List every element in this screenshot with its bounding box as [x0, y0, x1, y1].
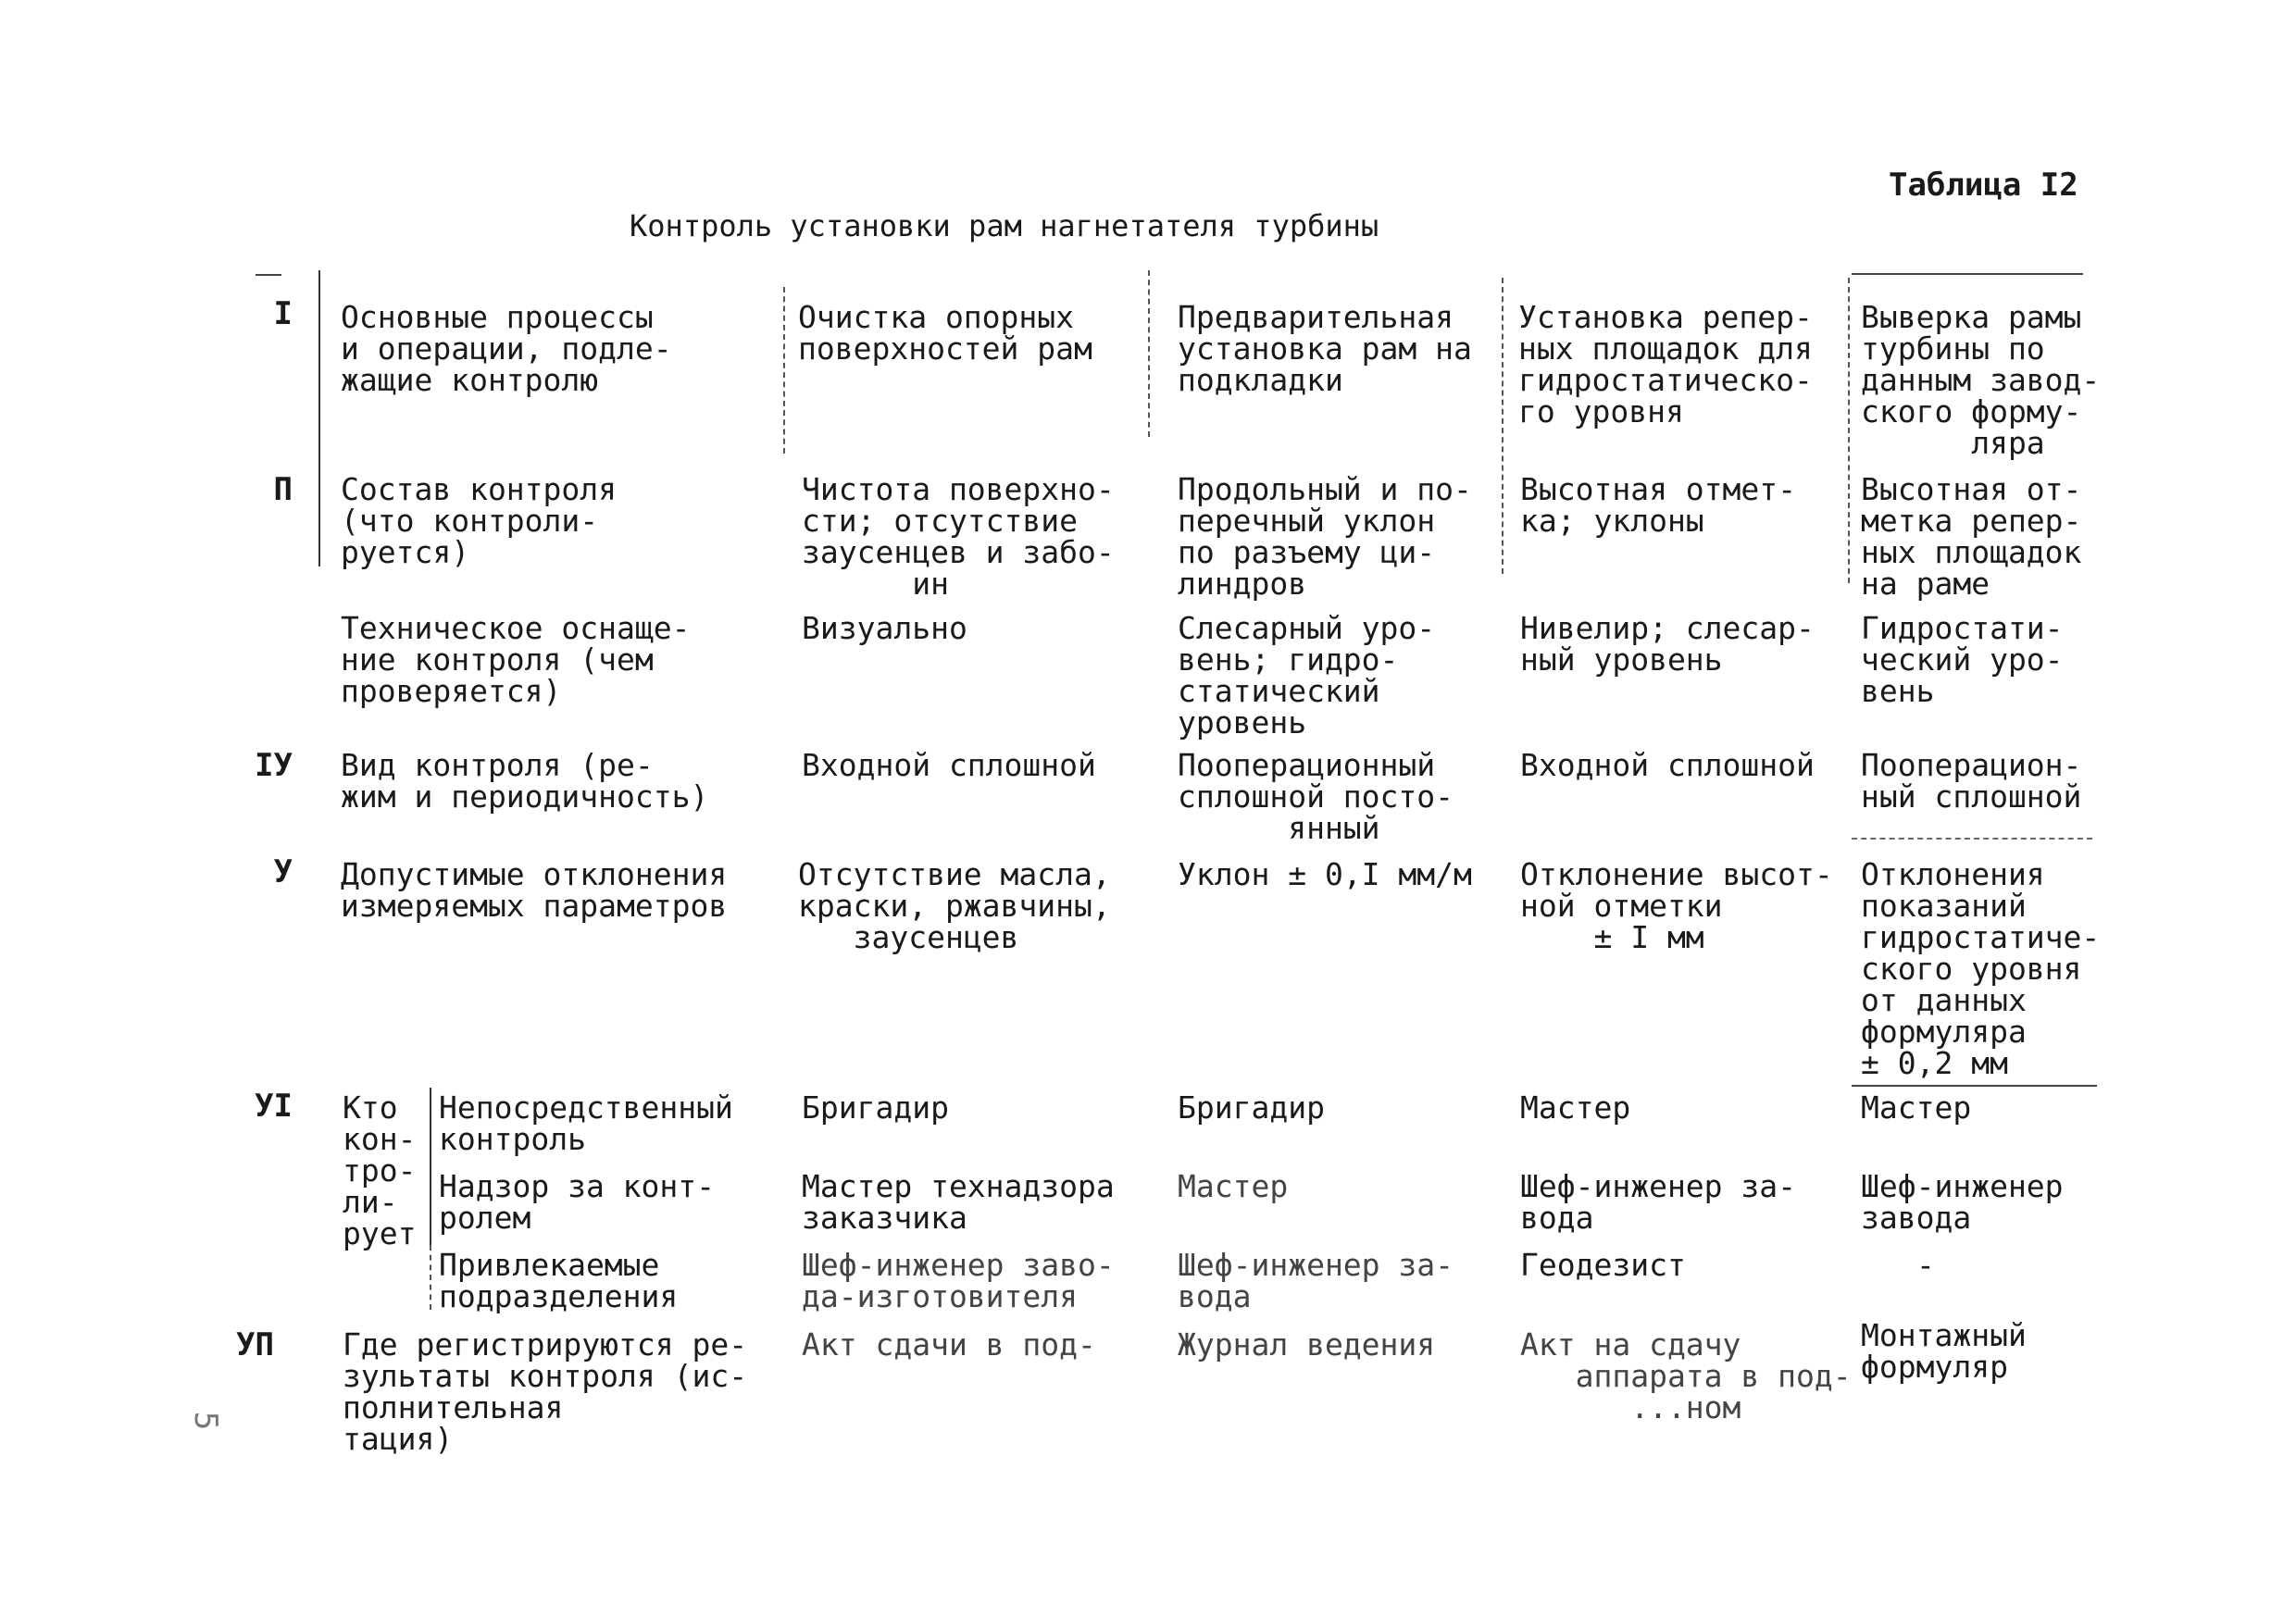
- row-VI-sub3-col1: Шеф-инженер заво- да-изготовителя: [802, 1247, 1115, 1314]
- row-VI-sub1-label: Непосредственный контроль: [439, 1089, 733, 1157]
- row-III-label: Техническое оснаще- ние контроля (чем проверяется): [341, 610, 691, 709]
- rule-col3: [1502, 278, 1504, 574]
- row-I-label: Основные процессы и операции, подле- жащие контролю: [341, 299, 672, 398]
- row-II-col3: Высотная отмет- ка; уклоны: [1520, 471, 1797, 539]
- row-VI-sub2-col1: Мастер технадзора заказчика: [802, 1168, 1115, 1236]
- row-VI-sub1-col3: Мастер: [1520, 1089, 1631, 1126]
- rule-top-right: [1852, 273, 2083, 275]
- rule-who-inner2: [430, 1245, 431, 1310]
- row-II-col2: Продольный и по- перечный уклон по разъему ци- линдров: [1178, 471, 1472, 602]
- row-VI-sub2-col4: Шеф-инженер завода: [1861, 1168, 2064, 1236]
- row-VII-col2: Журнал ведения: [1178, 1326, 1436, 1363]
- rule-who-inner: [430, 1088, 431, 1245]
- row-num-V: У: [273, 853, 293, 890]
- row-V-label: Допустимые отклонения измеряемых параметров: [341, 856, 728, 924]
- row-V-col4: Отклонения показаний гидростатиче- ского уровня от данных формуляра ± 0,2 мм: [1861, 856, 2101, 1081]
- row-VII-label: Где регистрируются ре- зультаты контроля (ис- полнительная тация): [343, 1326, 748, 1457]
- row-VI-label: Кто кон- тро- ли- рует: [343, 1089, 417, 1251]
- row-VII-col3: Акт на сдачу аппарата в под- ...ном: [1520, 1326, 1852, 1425]
- row-IV-label: Вид контроля (ре- жим и периодичность): [341, 747, 709, 815]
- row-VI-sub1-col2: Бригадир: [1178, 1089, 1325, 1126]
- row-II-col1: Чистота поверхно- сти; отсутствие заусенцев и забо- ин: [802, 471, 1115, 602]
- row-VII-col1: Акт сдачи в под-: [802, 1326, 1096, 1363]
- row-III-col1: Визуально: [802, 610, 967, 646]
- row-VI-sub3-col4: -: [1916, 1247, 1935, 1283]
- row-num-I: I: [273, 295, 293, 332]
- table-title: Контроль установки рам нагнетателя турбины: [630, 208, 1379, 243]
- row-V-col2: Уклон ± 0,I мм/м: [1178, 856, 1472, 892]
- row-III-col3: Нивелир; слесар- ный уровень: [1520, 610, 1815, 678]
- row-III-col4: Гидростати- ческий уро- вень: [1861, 610, 2064, 709]
- row-II-label: Состав контроля (что контроли- руется): [341, 471, 618, 570]
- row-IV-col1: Входной сплошной: [802, 747, 1096, 783]
- row-VI-sub2-col2: Мастер: [1178, 1168, 1289, 1204]
- row-I-col3: Установка репер- ных площадок для гидростатическо- го уровня: [1518, 299, 1813, 429]
- rule-col4: [1848, 278, 1850, 583]
- row-VI-sub2-col3: Шеф-инженер за- вода: [1520, 1168, 1797, 1236]
- table-number: Таблица I2: [1889, 167, 2078, 204]
- rule-top-stub: [256, 274, 281, 276]
- rule-col1: [783, 287, 785, 454]
- row-II-col4: Высотная от- метка репер- ных площадок на раме: [1861, 471, 2082, 602]
- row-VI-sub1-col4: Мастер: [1861, 1089, 1972, 1126]
- row-num-VI: УI: [255, 1088, 293, 1125]
- row-VI-sub3-col2: Шеф-инженер за- вода: [1178, 1247, 1454, 1314]
- rule-right-mid: [1852, 838, 2092, 840]
- row-num-VII: УП: [236, 1326, 274, 1363]
- rule-col2: [1148, 270, 1150, 437]
- row-I-col2: Предварительная установка рам на подкладки: [1178, 299, 1472, 398]
- row-IV-col2: Пооперационный сплошной посто- янный: [1178, 747, 1454, 846]
- row-num-IV: IУ: [255, 747, 293, 784]
- row-V-col3: Отклонение высот- ной отметки ± I мм: [1520, 856, 1833, 955]
- row-I-col4: Выверка рамы турбины по данным завод- ского форму- ляра: [1861, 299, 2101, 461]
- row-VII-col4: Монтажный формуляр: [1861, 1317, 2027, 1385]
- row-VI-sub1-col1: Бригадир: [802, 1089, 949, 1126]
- row-VI-sub3-label: Привлекаемые подразделения: [439, 1247, 679, 1314]
- row-IV-col3: Входной сплошной: [1520, 747, 1815, 783]
- rule-right-low: [1852, 1085, 2097, 1087]
- row-num-II: П: [273, 471, 293, 508]
- row-VI-sub2-label: Надзор за конт- ролем: [439, 1168, 716, 1236]
- row-VI-sub3-col3: Геодезист: [1520, 1247, 1686, 1283]
- row-IV-col4: Пооперацион- ный сплошной: [1861, 747, 2082, 815]
- row-III-col2: Слесарный уро- вень; гидро- статический уровень: [1178, 610, 1436, 741]
- margin-page-mark: 5: [187, 1411, 225, 1431]
- row-I-col1: Очистка опорных поверхностей рам: [798, 299, 1092, 367]
- rule-left: [318, 270, 320, 566]
- row-V-col1: Отсутствие масла, краски, ржавчины, заусенцев: [798, 856, 1111, 955]
